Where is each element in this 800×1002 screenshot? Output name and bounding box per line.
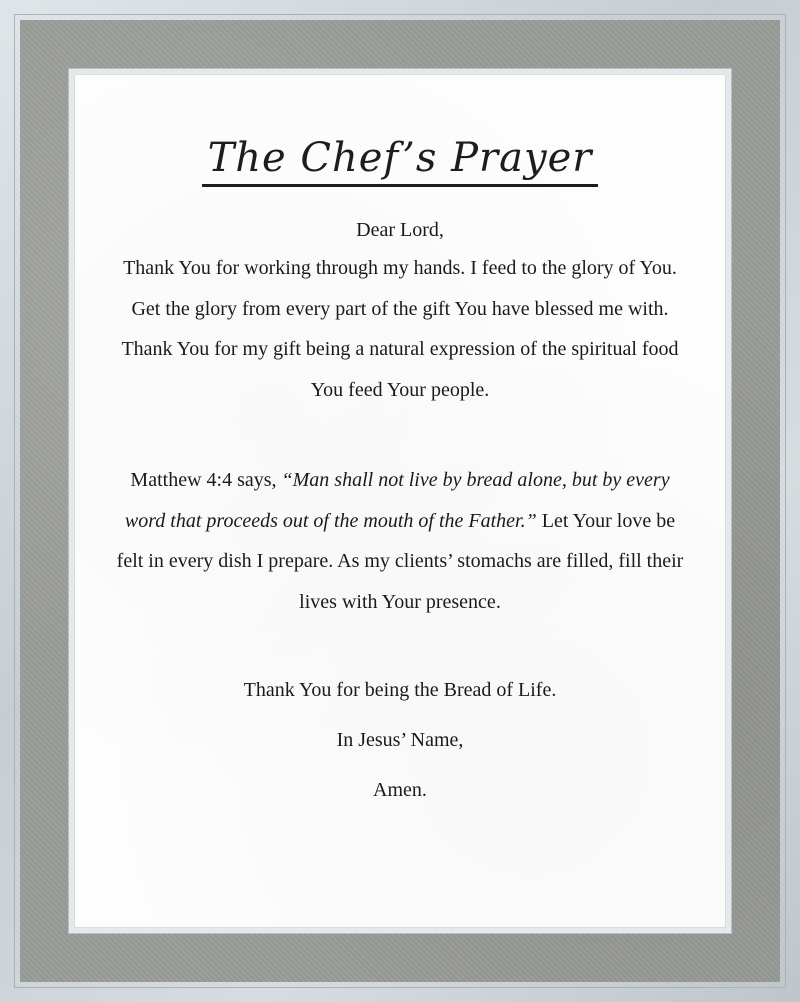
closing-block bbox=[110, 720, 690, 761]
salutation: Dear Lord, bbox=[356, 219, 444, 241]
paragraph-2-block bbox=[110, 460, 690, 623]
amen: Amen. bbox=[373, 779, 427, 801]
paragraph-2-rest: Let Your love be felt in every dish I prepare. As my clients’ stomachs are filled, fill their lives with Your presence. bbox=[116, 509, 684, 614]
paragraph-3-block bbox=[110, 670, 690, 711]
document-title-text: The Chef’s Prayer bbox=[202, 132, 599, 187]
salutation-block bbox=[110, 210, 690, 251]
amen-block bbox=[110, 770, 690, 811]
scripture-reference: Matthew 4:4 says, bbox=[130, 469, 282, 491]
document-title bbox=[0, 128, 800, 188]
closing: In Jesus’ Name, bbox=[336, 729, 464, 751]
paragraph-1: Thank You for working through my hands. I feed to the glory of You. Get the glory from every part of the gift You have blessed me with. Thank You for my gift being a natural expression of the spiritual food You feed Your people. bbox=[121, 257, 679, 402]
scripture-quote: “Man shall not live by bread alone, but by every word that proceeds out of the mouth of the Father.” bbox=[124, 469, 670, 532]
paragraph-2 bbox=[110, 460, 690, 623]
paragraph-1-block bbox=[110, 248, 690, 411]
paragraph-3: Thank You for being the Bread of Life. bbox=[243, 679, 557, 701]
